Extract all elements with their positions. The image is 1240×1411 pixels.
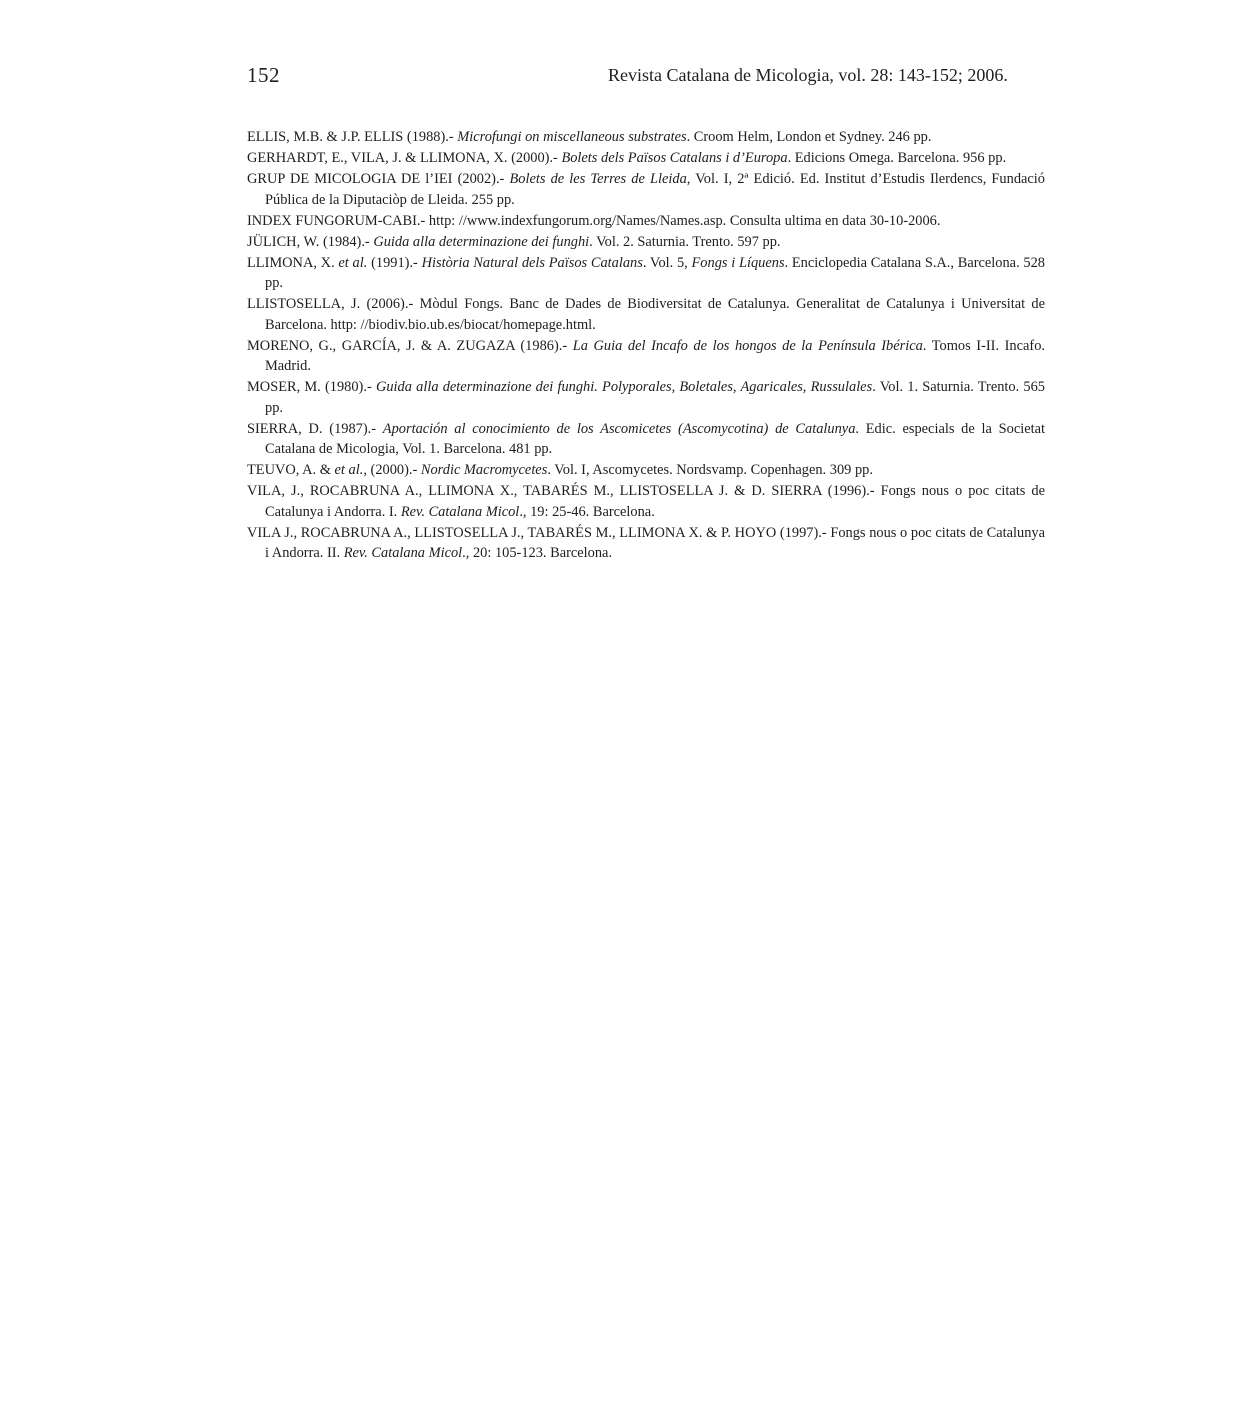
ref-details: . Vol. 5, [642, 254, 692, 271]
reference-item [247, 127, 1045, 148]
ref-title: La Guia del Incafo de los hongos de la Península Ibérica [572, 337, 923, 354]
reference-item [247, 419, 1045, 460]
ref-details: , Vol. I, 2ª Edició. Ed. Institut d’Estudis Ilerdencs, Fundació Pública de la Diputaciòp de Lleida. 255 pp. [265, 171, 1045, 208]
reference-list [247, 127, 1045, 564]
ref-etal: et al. [334, 462, 364, 478]
reference-item [247, 294, 1045, 335]
reference-item [247, 377, 1045, 418]
ref-title: Nordic Macromycetes [420, 462, 548, 478]
ref-details: . Edicions Omega. Barcelona. 956 pp. [787, 150, 1007, 166]
ref-title: Guida alla determinazione dei funghi [373, 233, 590, 250]
ref-authors: GERHARDT, E., VILA, J. & LLIMONA, X. (2000).- [247, 150, 562, 166]
reference-item [247, 481, 1045, 522]
ref-title: Història Natural dels Països Catalans [421, 254, 643, 271]
ref-subtitle: Fongs i Líquens [691, 254, 785, 271]
reference-item [247, 523, 1045, 564]
ref-details: . Vol. 1. Saturnia. Trento. 565 pp. [265, 379, 1046, 416]
ref-authors: GRUP DE MICOLOGIA DE l’IEI (2002).- [247, 171, 510, 187]
ref-title: Aportación al conocimiento de los Ascomicetes (Ascomycotina) de Catalunya [382, 420, 856, 437]
ref-authors: TEUVO, A. & [247, 462, 335, 478]
reference-item [247, 211, 1045, 232]
ref-authors: MOSER, M. (1980).- [247, 379, 376, 395]
ref-title: Bolets de les Terres de Lleida [509, 171, 687, 187]
ref-authors: JÜLICH, W. (1984).- [247, 233, 374, 250]
ref-details: ., 19: 25-46. Barcelona. [519, 503, 655, 520]
ref-year: (1991).- [367, 254, 422, 271]
ref-title: Bolets dels Països Catalans i d’Europa [561, 150, 788, 166]
page-number: 152 [247, 63, 280, 87]
ref-details: . Vol. I, Ascomycetes. Nordsvamp. Copenhagen. 309 pp. [547, 462, 873, 478]
reference-item [247, 336, 1045, 377]
ref-details-end: . Enciclopedia Catalana S.A., Barcelona. 528 pp. [265, 254, 1045, 291]
ref-authors: VILA J., ROCABRUNA A., LLISTOSELLA J., TABARÉS M., LLIMONA X. & P. HOYO (1997).- Fongs nous o poc citats de Catalunya i Andorra. II. [247, 524, 1045, 561]
ref-details: . Tomos I-II. Incafo. Madrid. [265, 337, 1045, 374]
ref-authors: VILA, J., ROCABRUNA A., LLIMONA X., TABARÉS M., LLISTOSELLA J. & D. SIERRA (1996).- Fongs nous o poc citats de Catalunya i Andorra. I. [247, 483, 1045, 520]
ref-authors: LLISTOSELLA, J. (2006).- Mòdul Fongs. Banc de Dades de Biodiversitat de Catalunya. Generalitat de Catalunya i Universitat de Barcelona. http: //biodiv.bio.ub.es/biocat/homepage.html. [247, 296, 1045, 333]
ref-authors: MORENO, G., GARCÍA, J. & A. ZUGAZA (1986).- [247, 337, 573, 354]
ref-authors: ELLIS, M.B. & J.P. ELLIS (1988).- [247, 129, 458, 145]
ref-title: Microfungi on miscellaneous substrates [457, 129, 687, 145]
reference-item [247, 460, 1045, 481]
reference-item [247, 148, 1045, 169]
ref-authors: SIERRA, D. (1987).- [247, 420, 383, 437]
ref-details: . Croom Helm, London et Sydney. 246 pp. [686, 129, 932, 145]
ref-etal: et al. [338, 254, 368, 271]
reference-item [247, 253, 1045, 294]
reference-item [247, 169, 1045, 210]
ref-authors: LLIMONA, X. [247, 254, 339, 271]
ref-year: , (2000).- [363, 462, 421, 478]
ref-authors: INDEX FUNGORUM-CABI.- http: //www.indexfungorum.org/Names/Names.asp. Consulta ultima en data 30-10-2006. [247, 212, 941, 229]
ref-title: Rev. Catalana Micol [343, 545, 463, 561]
ref-details: . Edic. especials de la Societat Catalana de Micologia, Vol. 1. Barcelona. 481 pp. [265, 420, 1046, 457]
ref-title: Rev. Catalana Micol [400, 503, 520, 520]
running-header: Revista Catalana de Micologia, vol. 28: 143-152; 2006. [608, 65, 1008, 85]
reference-item [247, 232, 1045, 253]
ref-details: ., 20: 105-123. Barcelona. [462, 545, 613, 561]
ref-details: . Vol. 2. Saturnia. Trento. 597 pp. [589, 233, 781, 250]
ref-title: Guida alla determinazione dei funghi. Polyporales, Boletales, Agaricales, Russulales [375, 379, 873, 395]
